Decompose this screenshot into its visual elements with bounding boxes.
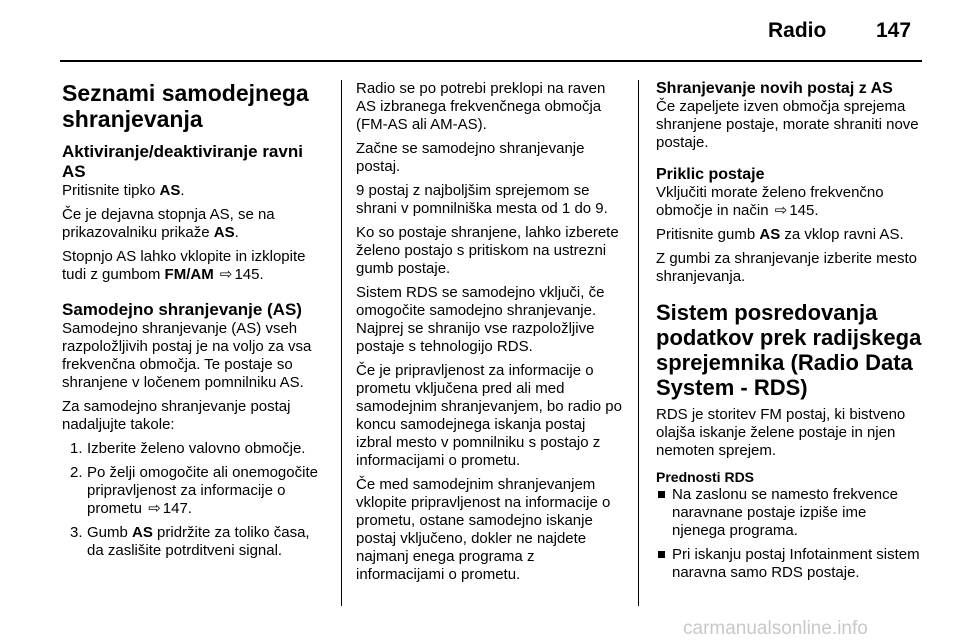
paragraph: Z gumbi za shranjevanje izberite mesto shranjevanja.	[656, 250, 917, 285]
list-item: 2. Po želji omogočite ali onemogočite pripravljenost za informacije o prometu ⇨ 147.	[70, 464, 318, 517]
watermark: carmanualsonline.info	[683, 618, 868, 639]
paragraph: Stopnjo AS lahko vklopite in izklopite tudi z gumbom FM/AM ⇨ 145.	[62, 248, 306, 283]
column-1	[62, 80, 328, 566]
header-rule	[60, 60, 922, 62]
paragraph: Pritisnite gumb AS za vklop ravni AS.	[656, 226, 904, 243]
page-header	[0, 0, 960, 60]
fm-am-button-label: FM/AM	[164, 266, 214, 283]
column-divider-1	[341, 80, 342, 606]
reference-arrow-icon: ⇨	[774, 202, 788, 219]
paragraph: Če med samodejnim shranjevanjem vklopite pripravljenost na informacije o prometu, ostane samodejno iskanje postaj vključeno, dokler ne najdete najmanj enega programa z informacijami o prometu.	[356, 476, 611, 583]
reference-arrow-icon: ⇨	[219, 266, 233, 283]
paragraph: Če zapeljete izven območja sprejema shranjene postaje, morate shraniti nove postaje.	[656, 98, 919, 151]
bullet-square-icon	[658, 491, 665, 498]
heading-rds-advantages: Prednosti RDS	[656, 469, 755, 485]
list-item: Pri iskanju postaj Infotainment sistem naravna samo RDS postaje.	[656, 546, 922, 582]
paragraph: Pritisnite tipko AS.	[62, 182, 185, 199]
paragraph: 9 postaj z najboljšim sprejemom se shrani v pomnilniška mesta od 1 do 9.	[356, 182, 608, 217]
paragraph: Začne se samodejno shranjevanje postaj.	[356, 140, 585, 175]
as-button-label: AS	[159, 182, 181, 199]
paragraph: Če je pripravljenost za informacije o prometu vključena pred ali med samodejnim shranjevanjem, bo radio po koncu samodejnega iskanja postaj izbral mesto v pomnilniku s postajo z informacijami o prometu.	[356, 362, 622, 469]
paragraph: Samodejno shranjevanje (AS) vseh razpoložljivih postaj je na voljo za vsa frekvenčna območja. Te postaje so shranjene v ločenem pomnilniku AS.	[62, 320, 312, 391]
steps-list	[62, 440, 328, 560]
column-2	[356, 80, 622, 590]
bullet-square-icon	[658, 551, 665, 558]
paragraph: Ko so postaje shranjene, lahko izberete želeno postajo s pritiskom na ustrezni gumb postaje.	[356, 224, 619, 277]
paragraph: RDS je storitev FM postaj, ki bistveno olajša iskanje želene postaje in njen nemoten sprejem.	[656, 406, 906, 459]
reference-arrow-icon: ⇨	[148, 500, 161, 517]
paragraph: Za samodejno shranjevanje postaj nadaljujte takole:	[62, 398, 291, 433]
paragraph: Radio se po potrebi preklopi na raven AS izbranega frekvenčnega območja (FM-AS ali AM-AS).	[356, 80, 606, 133]
column-divider-2	[638, 80, 639, 606]
as-button-label: AS	[759, 226, 781, 243]
as-button-label: AS	[132, 524, 153, 541]
section-title: Radio	[768, 19, 827, 42]
page-number: 147	[876, 19, 912, 42]
heading-auto-store-lists: Seznami samodejnega shranjevanja	[62, 80, 309, 132]
heading-auto-store: Samodejno shranjevanje (AS)	[62, 300, 302, 319]
list-item: 1. Izberite želeno valovno območje.	[70, 440, 306, 457]
column-3	[656, 80, 922, 588]
heading-recall-station: Priklic postaje	[656, 166, 765, 183]
paragraph: Vključiti morate želeno frekvenčno območje in način ⇨ 145.	[656, 184, 884, 219]
paragraph: Če je dejavna stopnja AS, se na prikazovalniku prikaže AS.	[62, 206, 275, 241]
list-item: Na zaslonu se namesto frekvence naravnane postaje izpiše ime njenega programa.	[656, 486, 922, 540]
heading-rds: Sistem posredovanja podatkov prek radijskega sprejemnika (Radio Data System - RDS)	[656, 300, 922, 400]
paragraph: Sistem RDS se samodejno vključi, če omogočite samodejno shranjevanje. Najprej se shranijo vse razpoložljive postaje s tehnologijo RDS.	[356, 284, 605, 355]
heading-as-level: Aktiviranje/deaktiviranje ravni AS	[62, 142, 303, 181]
list-item: 3. Gumb AS pridržite za toliko časa, da zaslišite potrditveni signal.	[70, 524, 310, 559]
heading-store-new-stations: Shranjevanje novih postaj z AS	[656, 80, 893, 97]
rds-advantages-list	[656, 486, 922, 582]
as-button-label: AS	[213, 224, 235, 241]
